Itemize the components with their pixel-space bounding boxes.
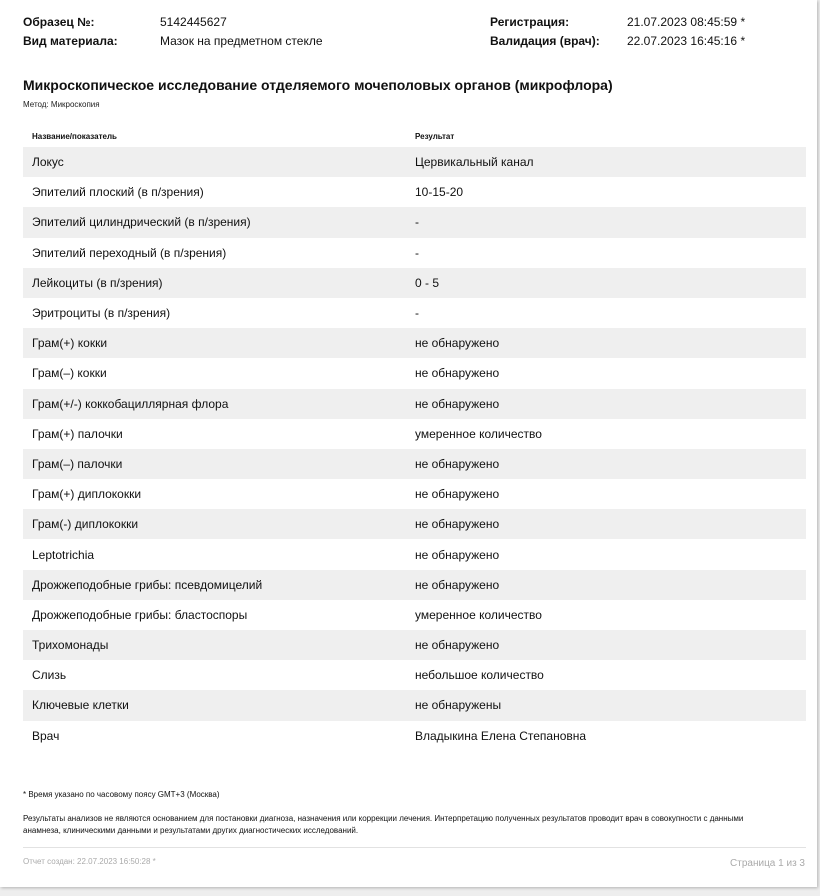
report-created: Отчет создан: 22.07.2023 16:50:28 * (23, 857, 156, 866)
row-name: Leptotrichia (32, 547, 95, 562)
row-name: Эпителий переходный (в п/зрения) (32, 245, 227, 260)
table-row (23, 419, 806, 449)
row-name: Дрожжеподобные грибы: псевдомицелий (32, 577, 263, 592)
row-result: не обнаружены (415, 698, 502, 713)
table-row (23, 539, 806, 569)
table-row (23, 600, 806, 630)
validation-value: 22.07.2023 16:45:16 * (627, 34, 746, 48)
table-row (23, 268, 806, 298)
row-result: умеренное количество (415, 607, 542, 622)
row-name: Слизь (32, 668, 67, 683)
row-result: не обнаружено (415, 577, 500, 592)
row-result: Владыкина Елена Степановна (415, 728, 587, 743)
row-name: Грам(+) диплококки (32, 487, 142, 502)
study-title: Микроскопическое исследование отделяемого мочеполовых органов (микрофлора) (23, 77, 613, 93)
row-result: небольшое количество (415, 668, 544, 683)
sample-number-label: Образец №: (23, 15, 95, 29)
table-row (23, 660, 806, 690)
table-row (23, 147, 806, 177)
row-result: не обнаружено (415, 638, 500, 653)
table-row (23, 479, 806, 509)
row-result: не обнаружено (415, 547, 500, 562)
row-result: не обнаружено (415, 456, 500, 471)
row-name: Грам(–) кокки (32, 366, 107, 381)
table-row (23, 177, 806, 207)
row-name: Локус (32, 155, 64, 170)
material-type-value: Мазок на предметном стекле (160, 34, 323, 48)
row-name: Эритроциты (в п/зрения) (32, 306, 171, 321)
row-name: Грам(+/-) коккобациллярная флора (32, 396, 229, 411)
row-result: не обнаружено (415, 366, 500, 381)
row-name: Врач (32, 728, 60, 743)
row-name: Трихомонады (32, 638, 109, 653)
row-result: умеренное количество (415, 426, 542, 441)
table-row (23, 570, 806, 600)
row-name: Дрожжеподобные грибы: бластоспоры (32, 607, 248, 622)
table-row (23, 358, 806, 388)
table-row (23, 509, 806, 539)
study-method: Метод: Микроскопия (23, 100, 100, 109)
table-row (23, 207, 806, 237)
row-name: Грам(-) диплококки (32, 517, 139, 532)
row-result: не обнаружено (415, 396, 500, 411)
column-header-result: Результат (415, 132, 455, 141)
row-name: Грам(+) палочки (32, 426, 123, 441)
column-header-name: Название/показатель (32, 132, 117, 141)
sample-number-value: 5142445627 (160, 15, 227, 29)
registration-value: 21.07.2023 08:45:59 * (627, 15, 746, 29)
table-row (23, 389, 806, 419)
table-row (23, 721, 806, 751)
row-name: Грам(–) палочки (32, 456, 123, 471)
row-result: 0 - 5 (415, 275, 440, 290)
table-row (23, 449, 806, 479)
table-row (23, 690, 806, 720)
material-type-label: Вид материала: (23, 34, 118, 48)
row-name: Грам(+) кокки (32, 336, 108, 351)
validation-label: Валидация (врач): (490, 34, 600, 48)
page-number: Страница 1 из 3 (730, 858, 805, 869)
results-table (23, 147, 806, 751)
row-result: не обнаружено (415, 487, 500, 502)
table-row (23, 630, 806, 660)
table-row (23, 238, 806, 268)
row-result: - (415, 215, 419, 230)
row-result: не обнаружено (415, 517, 500, 532)
row-result: Цервикальный канал (415, 155, 534, 170)
footer-divider (23, 847, 806, 848)
row-result: - (415, 306, 419, 321)
timezone-note: * Время указано по часовому поясу GMT+3 (Москва) (23, 790, 220, 799)
registration-label: Регистрация: (490, 15, 570, 29)
table-row (23, 298, 806, 328)
row-name: Лейкоциты (в п/зрения) (32, 275, 163, 290)
table-row (23, 328, 806, 358)
row-name: Ключевые клетки (32, 698, 129, 713)
row-name: Эпителий плоский (в п/зрения) (32, 185, 204, 200)
row-result: 10-15-20 (415, 185, 464, 200)
row-name: Эпителий цилиндрический (в п/зрения) (32, 215, 251, 230)
row-result: не обнаружено (415, 336, 500, 351)
disclaimer-text: Результаты анализов не являются основанием для постановки диагноза, назначения или коррекции лечения. Интерпретацию полученных результатов проводит врач в совокупности с данными анамнеза, клиническими данными и результатами других диагностических исследований. (23, 814, 744, 835)
row-result: - (415, 245, 419, 260)
